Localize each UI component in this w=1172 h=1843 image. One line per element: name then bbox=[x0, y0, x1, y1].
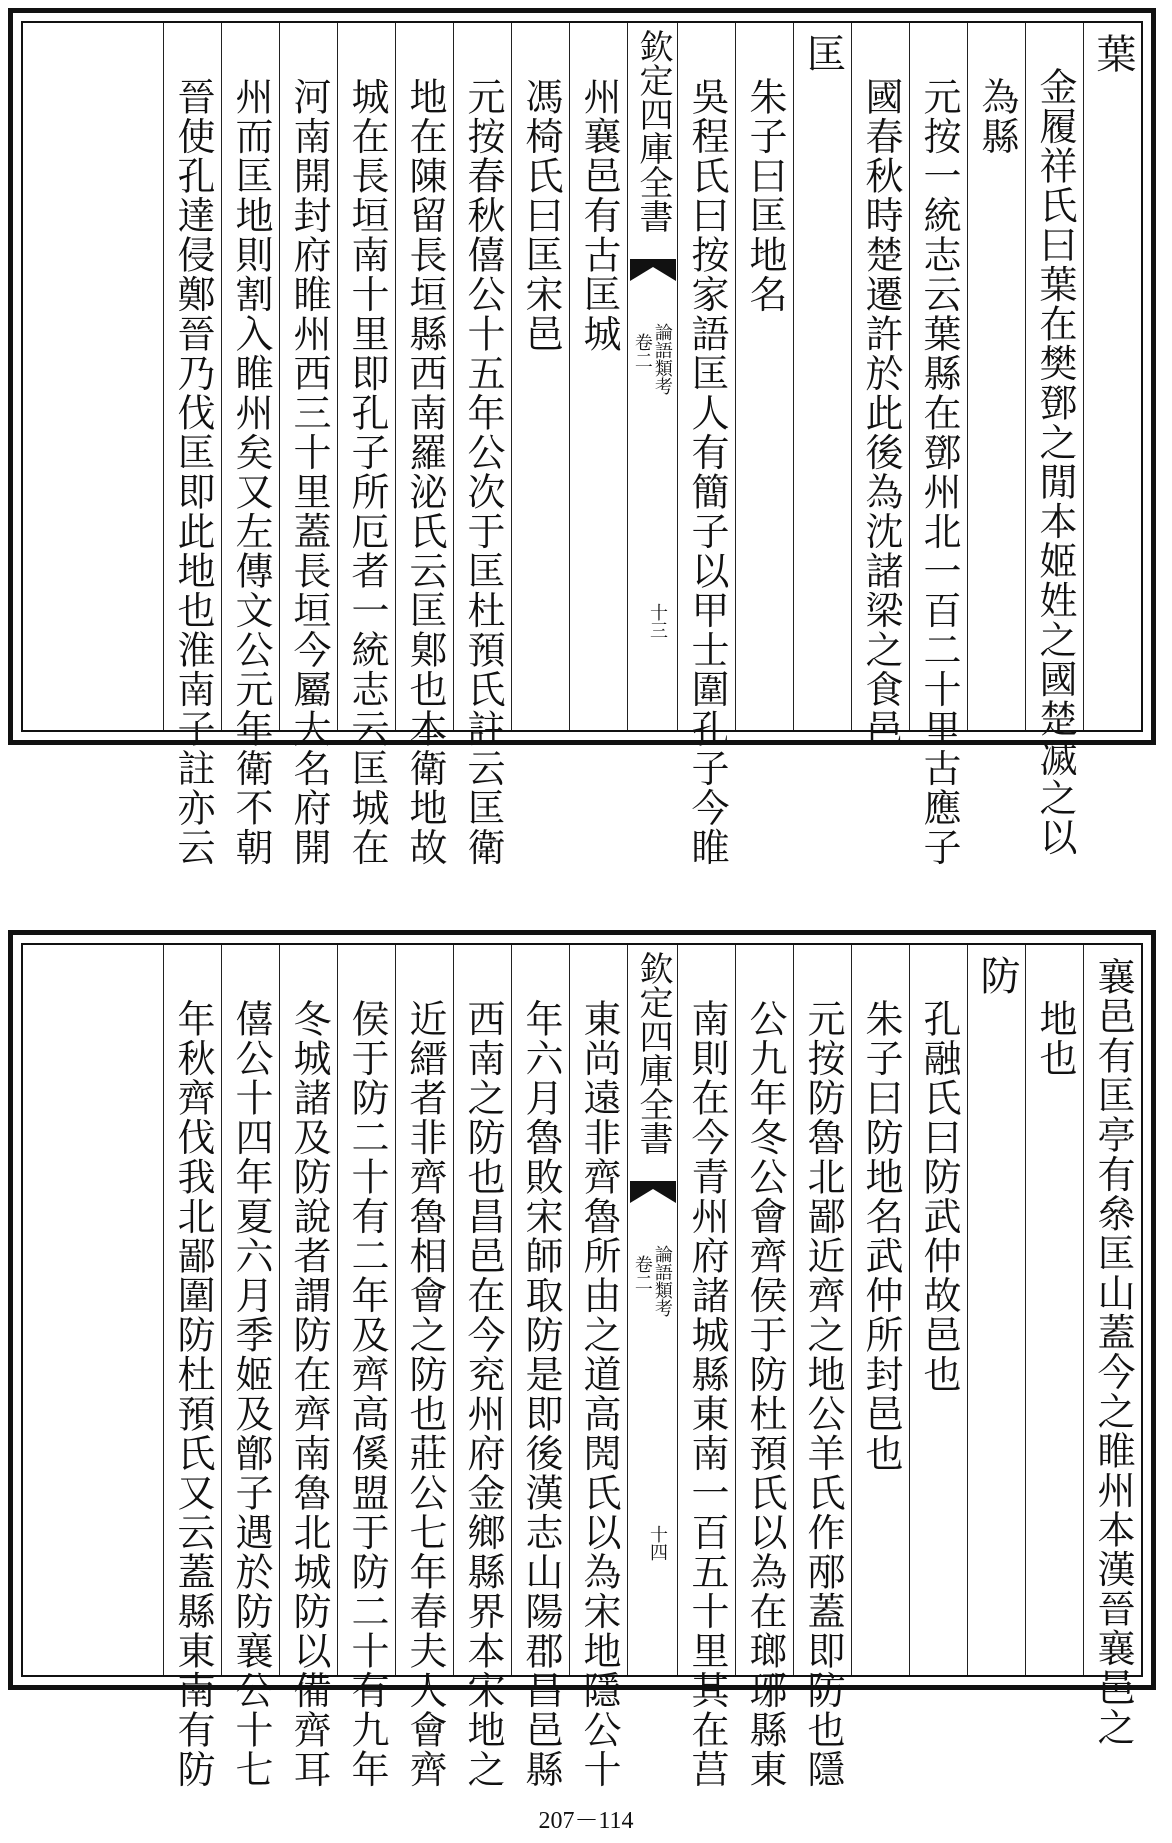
column bbox=[1083, 945, 1142, 1747]
column bbox=[793, 945, 852, 1789]
page-footer-number: 207－114 bbox=[538, 1808, 634, 1834]
text-line: 州而匡地則割入睢州矣又左傳文公元年衛不朝 bbox=[229, 77, 273, 867]
blank-margin bbox=[23, 23, 163, 730]
column bbox=[221, 945, 280, 1789]
text-line: 孔融氏曰防武仲故邑也 bbox=[917, 999, 961, 1394]
column bbox=[395, 945, 454, 1789]
column bbox=[677, 945, 736, 1789]
text-line: 金履祥氏曰葉在樊鄧之閒本姬姓之國楚㓕之以 bbox=[1033, 67, 1077, 857]
text-line: 元按春秋僖公十五年公次于匡杜預氏註云匡衛 bbox=[461, 77, 505, 867]
entry-heading: 葉 bbox=[1090, 33, 1136, 75]
fish-tail-icon bbox=[630, 1181, 676, 1203]
text-line: 地也 bbox=[1033, 999, 1077, 1078]
text-line: 為縣 bbox=[975, 77, 1019, 156]
text-line: 地在陳留長垣縣西南羅泌氏云匡鄓也本衛地故 bbox=[403, 77, 447, 867]
page-top bbox=[8, 8, 1156, 867]
text-line: 吳程氏曰按家語匡人有簡子以甲士圍孔子今睢 bbox=[685, 77, 729, 867]
column bbox=[909, 23, 968, 867]
spine-page-number: 十四 bbox=[647, 1525, 668, 1561]
text-line: 侯于防二十有二年及齊高傒盟于防二十有九年 bbox=[345, 999, 389, 1789]
text-line: 南則在今青州府諸城縣東南一百五十里其在莒 bbox=[685, 999, 729, 1789]
text-line: 城在長垣南十里即孔子所厄者一統志云匡城在 bbox=[345, 77, 389, 867]
text-line: 東尚遠非齊魯所由之道高閌氏以為宋地隱公十 bbox=[577, 999, 621, 1789]
column bbox=[221, 23, 280, 867]
text-line: 朱子曰防地名武仲所封邑也 bbox=[859, 999, 903, 1473]
spine-page-number: 十三 bbox=[647, 603, 668, 639]
column bbox=[569, 23, 628, 730]
fish-tail-icon bbox=[630, 259, 676, 281]
column bbox=[677, 23, 736, 867]
column bbox=[453, 23, 512, 867]
spine-title: 欽定四庫全書 bbox=[633, 951, 673, 1155]
text-line: 元按防魯北鄙近齊之地公羊氏作邴蓋即防也隱 bbox=[801, 999, 845, 1789]
text-line: 朱子曰匡地名 bbox=[743, 77, 787, 314]
column bbox=[279, 23, 338, 867]
column bbox=[395, 23, 454, 867]
column bbox=[1025, 945, 1084, 1675]
column bbox=[279, 945, 338, 1789]
center-spine bbox=[627, 23, 678, 730]
spine-book-name: 論語類考 bbox=[651, 323, 673, 395]
column bbox=[735, 945, 794, 1789]
text-line: 國春秋時楚遷許於此後為沈諸梁之食邑 bbox=[859, 77, 903, 749]
column bbox=[163, 945, 222, 1789]
text-line: 冬城諸及防說者謂防在齊南魯北城防以備齊耳 bbox=[287, 999, 331, 1789]
column bbox=[735, 23, 794, 730]
text-line: 年六月魯敗宋師取防是即後漢志山陽郡昌邑縣 bbox=[519, 999, 563, 1789]
column bbox=[569, 945, 628, 1789]
text-line: 近縉者非齊魯相會之防也莊公七年春夫人會齊 bbox=[403, 999, 447, 1789]
column bbox=[337, 23, 396, 867]
spine-volume: 卷二 bbox=[631, 1255, 653, 1291]
text-line: 河南開封府睢州西三十里蓋長垣今屬大名府開 bbox=[287, 77, 331, 867]
column bbox=[453, 945, 512, 1789]
column bbox=[793, 23, 852, 730]
text-line: 州襄邑有古匡城 bbox=[577, 77, 621, 354]
column bbox=[163, 23, 222, 867]
column bbox=[851, 945, 910, 1675]
column bbox=[851, 23, 910, 749]
column bbox=[1083, 23, 1142, 730]
text-line: 年秋齊伐我北鄙圍防杜預氏又云蓋縣東南有防 bbox=[171, 999, 215, 1789]
column bbox=[967, 945, 1026, 1675]
text-line: 公九年冬公會齊侯于防杜預氏以為在瑯琊縣東 bbox=[743, 999, 787, 1789]
text-line: 晉使孔達侵鄭晉乃伐匡即此地也淮南子註亦云 bbox=[171, 77, 215, 867]
entry-heading: 防 bbox=[974, 955, 1020, 997]
text-line: 元按一統志云葉縣在鄧州北一百二十里古應子 bbox=[917, 77, 961, 867]
spine-book-name: 論語類考 bbox=[651, 1245, 673, 1317]
page-bottom-frame bbox=[21, 943, 1143, 1789]
column bbox=[1025, 23, 1084, 857]
text-line: 馮椅氏曰匡宋邑 bbox=[519, 77, 563, 354]
entry-heading: 匡 bbox=[800, 33, 846, 75]
spine-title: 欽定四庫全書 bbox=[633, 29, 673, 233]
column bbox=[511, 945, 570, 1789]
spine-volume: 卷二 bbox=[631, 333, 653, 369]
text-line: 僖公十四年夏六月季姬及鄫子遇於防襄公十七 bbox=[229, 999, 273, 1789]
text-line: 西南之防也昌邑在今兖州府金鄉縣界本宋地之 bbox=[461, 999, 505, 1789]
page-top-frame bbox=[21, 21, 1143, 867]
column bbox=[967, 23, 1026, 730]
blank-margin bbox=[23, 945, 163, 1675]
column bbox=[909, 945, 968, 1675]
center-spine bbox=[627, 945, 678, 1675]
column bbox=[511, 23, 570, 730]
page-bottom bbox=[8, 930, 1156, 1789]
text-line: 襄邑有匡亭有㕘匡山蓋今之睢州本漢晉襄邑之 bbox=[1091, 957, 1135, 1747]
column bbox=[337, 945, 396, 1789]
